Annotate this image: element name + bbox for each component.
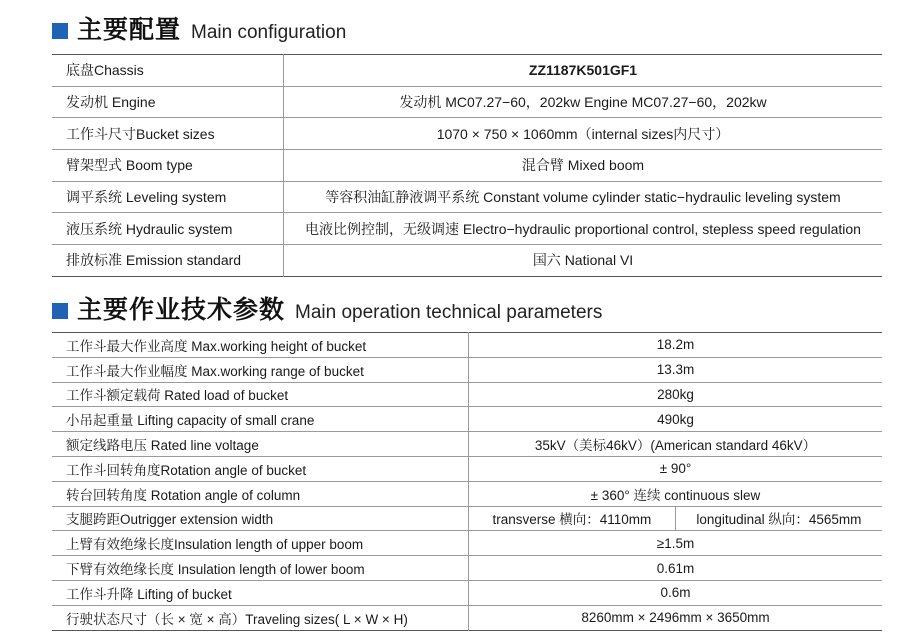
table-row [52, 605, 882, 630]
section-title-main-configuration [52, 10, 346, 46]
row-label: 调平系统 Leveling system [52, 181, 284, 213]
row-label: 支腿跨距Outrigger extension width [52, 506, 469, 531]
row-label: 工作斗最大作业幅度 Max.working range of bucket [52, 357, 469, 382]
row-label: 工作斗回转角度Rotation angle of bucket [52, 456, 469, 481]
table-row [52, 456, 882, 481]
table-row [52, 181, 882, 213]
row-label: 工作斗最大作业高度 Max.working height of bucket [52, 333, 469, 358]
row-label: 臂架型式 Boom type [52, 150, 284, 182]
row-value: 0.6m [469, 580, 883, 605]
table-row [52, 55, 882, 87]
row-value: 490kg [469, 407, 883, 432]
table-row [52, 118, 882, 150]
row-label: 行驶状态尺寸（长 × 宽 × 高）Traveling sizes( L × W × H) [52, 605, 469, 630]
table-row [52, 506, 882, 531]
row-value: 8260mm × 2496mm × 3650mm [581, 610, 770, 626]
section-title-zh: 主要作业技术参数 [77, 295, 286, 324]
main-operation-parameters-table [52, 332, 882, 631]
row-value: 1070 × 750 × 1060mm（internal sizes内尺寸） [284, 118, 883, 150]
row-value: ZZ1187K501GF1 [284, 55, 883, 87]
row-value: 13.3m [469, 357, 883, 382]
section-title-zh: 主要配置 [77, 15, 182, 44]
row-label: 发动机 Engine [52, 86, 284, 118]
row-label: 液压系统 Hydraulic system [52, 213, 284, 245]
table-row [52, 556, 882, 581]
section-title-en: Main operation technical parameters [295, 302, 603, 323]
row-label: 工作斗尺寸Bucket sizes [52, 118, 284, 150]
blue-square-bullet-icon [52, 303, 68, 319]
row-value: 0.61m [469, 556, 883, 581]
row-value: ≥1.5m [469, 531, 883, 556]
row-value: ± 90° [469, 456, 883, 481]
row-label: 小吊起重量 Lifting capacity of small crane [52, 407, 469, 432]
row-label: 工作斗额定载荷 Rated load of bucket [52, 382, 469, 407]
table-row [52, 150, 882, 182]
table-row [52, 382, 882, 407]
row-value: 电液比例控制，无级调速 Electro−hydraulic proportional control, stepless speed regulation [284, 213, 883, 245]
row-label: 排放标准 Emission standard [52, 245, 284, 277]
row-label: 工作斗升降 Lifting of bucket [52, 580, 469, 605]
row-value: 18.2m [469, 333, 883, 358]
row-value-longitudinal: longitudinal 纵向：4565mm [675, 506, 882, 531]
table-row [52, 357, 882, 382]
main-configuration-table [52, 54, 882, 277]
table-row [52, 531, 882, 556]
row-value-transverse: transverse 横向：4110mm [469, 506, 676, 531]
row-value: ± 360° 连续 continuous slew [469, 481, 883, 506]
row-value: 混合臂 Mixed boom [284, 150, 883, 182]
row-value: 280kg [469, 382, 883, 407]
row-value: 国六 National VI [532, 252, 634, 269]
table-row [52, 213, 882, 245]
row-label: 额定线路电压 Rated line voltage [52, 432, 469, 457]
table-row [52, 481, 882, 506]
row-value: 等容积油缸静液调平系统 Constant volume cylinder static−hydraulic leveling system [284, 181, 883, 213]
table-row [52, 580, 882, 605]
row-label: 下臂有效绝缘长度 Insulation length of lower boom [52, 556, 469, 581]
table-row [52, 432, 882, 457]
section-title-main-operation-parameters [52, 290, 602, 326]
table-row [52, 245, 882, 277]
row-label: 底盘Chassis [52, 55, 284, 87]
row-value: 35kV（美标46kV）(American standard 46kV） [469, 432, 883, 457]
table-row [52, 333, 882, 358]
row-value: 发动机 MC07.27−60，202kw Engine MC07.27−60，202kw [284, 86, 883, 118]
table-row [52, 86, 882, 118]
section-title-en: Main configuration [191, 22, 347, 43]
row-label: 转台回转角度 Rotation angle of column [52, 481, 469, 506]
table-row [52, 407, 882, 432]
blue-square-bullet-icon [52, 23, 68, 39]
row-label: 上臂有效绝缘长度Insulation length of upper boom [52, 531, 469, 556]
